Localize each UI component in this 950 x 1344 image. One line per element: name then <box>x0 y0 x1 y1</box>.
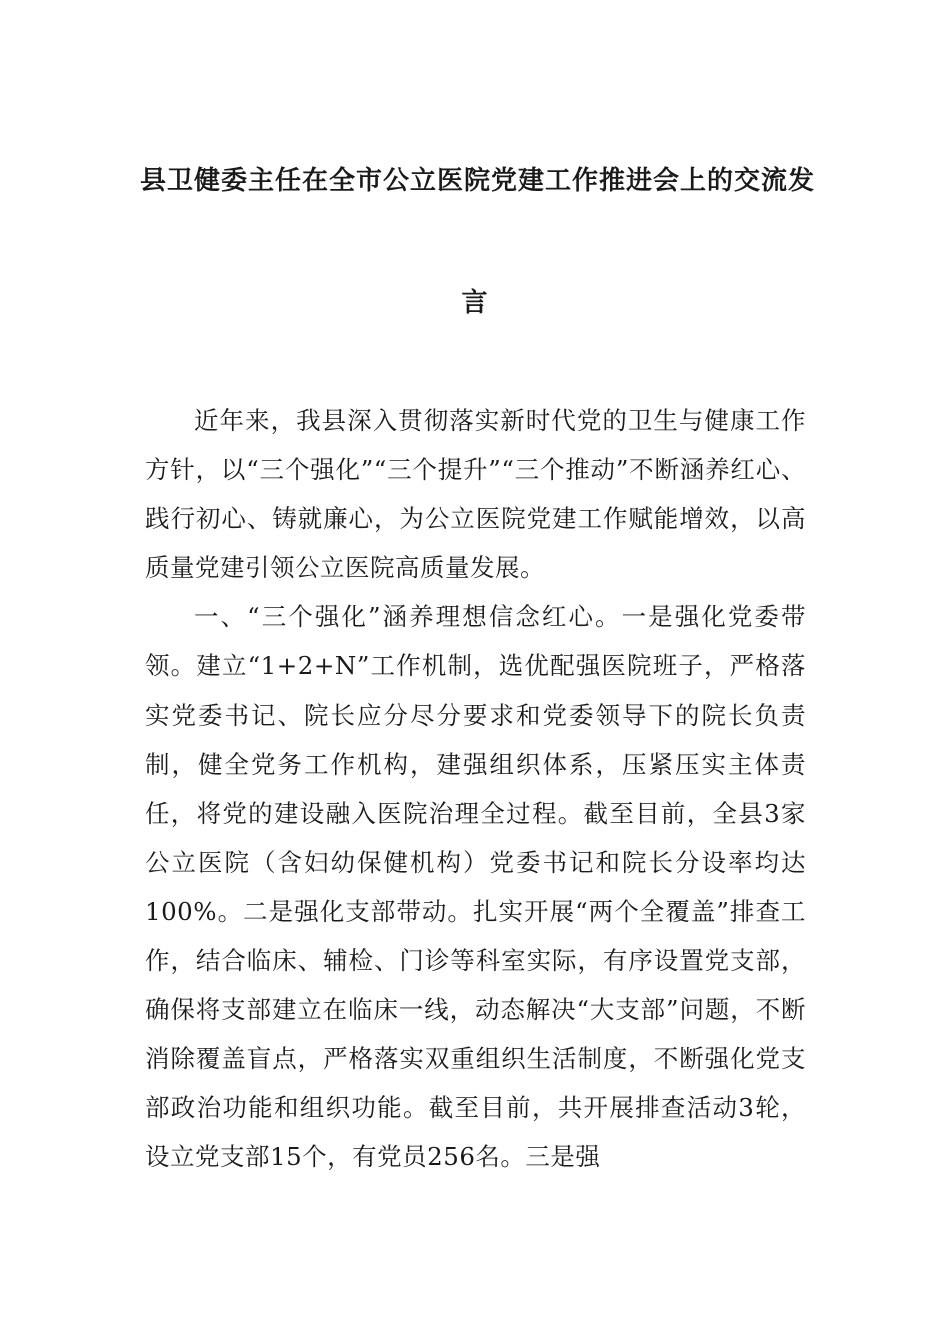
document-body <box>145 396 806 1182</box>
document-title-line-2: 言 <box>461 288 489 318</box>
paragraph-intro: 近年来，我县深入贯彻落实新时代党的卫生与健康工作方针，以“三个强化”“三个提升”“三个推动”不断涵养红心、践行初心、铸就廉心，为公立医院党建工作赋能增效，以高质量党建引领公立医院高质量发展。 <box>145 406 806 583</box>
document-title-line-1: 县卫健委主任在全市公立医院党建工作推进会上的交流发 <box>140 166 816 196</box>
paragraph-section-one: 一、“三个强化”涵养理想信念红心。一是强化党委带领。建立“1+2+N”工作机制，选优配强医院班子，严格落实党委书记、院长应分尽分要求和党委领导下的院长负责制，健全党务工作机构，建强组织体系，压紧压实主体责任，将党的建设融入医院治理全过程。截至目前，全县3家公立医院（含妇幼保健机构）党委书记和院长分设率均达100%。二是强化支部带动。扎实开展“两个全覆盖”排查工作，结合临床、辅检、门诊等科室实际，有序设置党支部，确保将支部建立在临床一线，动态解决“大支部”问题，不断消除覆盖盲点，严格落实双重组织生活制度，不断强化党支部政治功能和组织功能。截至目前，共开展排查活动3轮，设立党支部15个，有党员256名。三是强 <box>145 602 806 1172</box>
